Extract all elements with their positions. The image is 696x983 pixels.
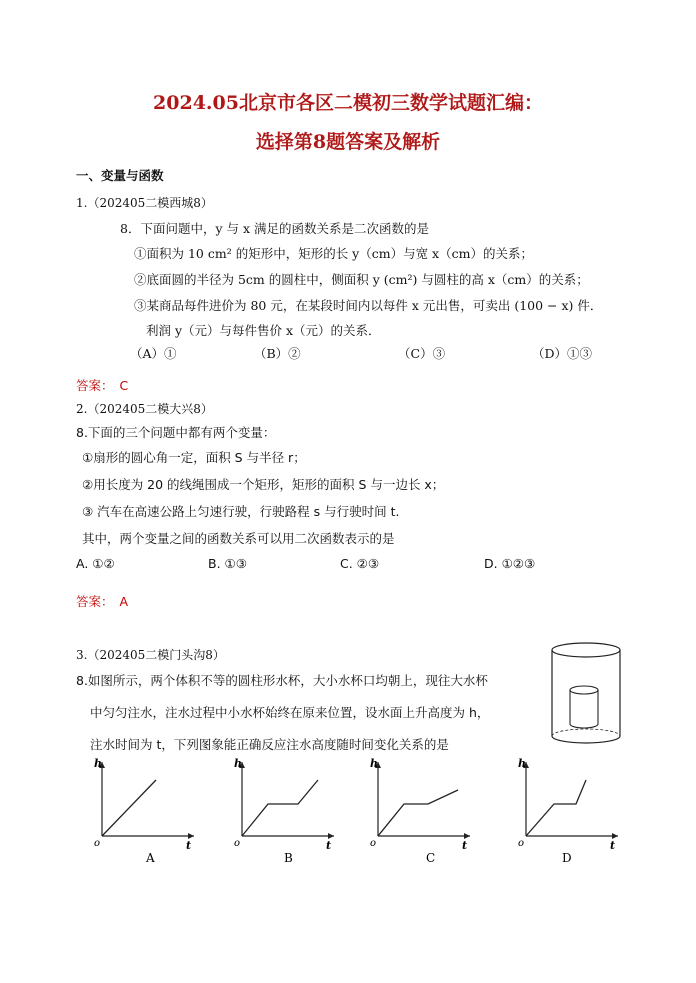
axis-h-label: h (370, 757, 378, 770)
graph-d (514, 756, 624, 864)
q2-option-d: D. ①②③ (484, 556, 536, 571)
q2-ask: 其中，两个变量之间的函数关系可以用二次函数表示的是 (82, 531, 395, 546)
graph-c-label: C (426, 851, 436, 864)
axis-t-label: t (462, 839, 468, 852)
q1-item2: ②底面圆的半径为 5cm 的圆柱中，侧面积 y (cm²) 与圆柱的高 x（cm）的关系； (134, 272, 589, 287)
graph-a (90, 756, 200, 864)
cup-figure (546, 640, 626, 752)
q2-option-c: C. ②③ (340, 556, 380, 571)
q1-stem: 8．下面问题中，y 与 x 满足的函数关系是二次函数的是 (120, 221, 429, 236)
q1-answer (76, 376, 128, 394)
q1-item3a: ③某商品每件进价为 80 元，在某段时间内以每件 x 元出售，可卖出 (100 − x) 件． (134, 298, 603, 313)
q1-item3b: 利润 y（元）与每件售价 x（元）的关系． (146, 323, 381, 338)
answer-value: C (119, 378, 129, 393)
q2-header: 2.（202405二模大兴8） (76, 402, 213, 416)
q1-option-d: （D）①③ (532, 346, 593, 361)
axis-h-label: h (518, 757, 526, 770)
q1-option-a: （A）① (130, 346, 177, 361)
axis-t-label: t (186, 839, 192, 852)
q2-item1: ①扇形的圆心角一定，面积 S 与半径 r； (82, 450, 306, 465)
axis-h-label: h (94, 757, 102, 770)
page-title: 2024.05北京市各区二模初三数学试题汇编： (153, 92, 543, 114)
answer-value: A (119, 594, 129, 609)
graph-d-label: D (562, 851, 572, 864)
graph-a-label: A (146, 851, 155, 864)
q3-line3: 注水时间为 t，下列图象能正确反应注水高度随时间变化关系的是 (90, 737, 449, 752)
q1-option-b: （B）② (254, 346, 301, 361)
q3-header: 3.（202405二模门头沟8） (76, 648, 225, 662)
origin-label: o (518, 838, 525, 849)
q2-item3: ③ 汽车在高速公路上匀速行驶，行驶路程 s 与行驶时间 t. (82, 504, 400, 519)
q1-item1: ①面积为 10 cm² 的矩形中，矩形的长 y（cm）与宽 x（cm）的关系； (134, 246, 533, 261)
q1-header: 1.（202405二模西城8） (76, 196, 213, 210)
q2-item2: ②用长度为 20 的线绳围成一个矩形，矩形的面积 S 与一边长 x； (82, 477, 445, 492)
page-subtitle: 选择第8题答案及解析 (255, 131, 441, 153)
graph-b-label: B (284, 851, 293, 864)
answer-label: 答案： (76, 378, 114, 393)
graph-b (230, 756, 340, 864)
axis-t-label: t (610, 839, 616, 852)
answer-label: 答案： (76, 594, 114, 609)
origin-label: o (94, 838, 101, 849)
origin-label: o (234, 838, 241, 849)
section-heading: 一、变量与函数 (76, 168, 164, 183)
axis-t-label: t (326, 839, 332, 852)
q2-answer (76, 592, 128, 610)
q2-option-b: B. ①③ (208, 556, 247, 571)
q2-stem: 8.下面的三个问题中都有两个变量： (76, 425, 276, 440)
q3-line1: 8.如图所示，两个体积不等的圆柱形水杯，大小水杯口均朝上，现往大水杯 (76, 673, 488, 688)
origin-label: o (370, 838, 377, 849)
axis-h-label: h (234, 757, 242, 770)
q1-option-c: （C）③ (398, 346, 446, 361)
q2-option-a: A. ①② (76, 556, 115, 571)
q3-line2: 中匀匀注水，注水过程中小水杯始终在原来位置，设水面上升高度为 h， (90, 705, 490, 720)
graph-c (366, 756, 476, 864)
